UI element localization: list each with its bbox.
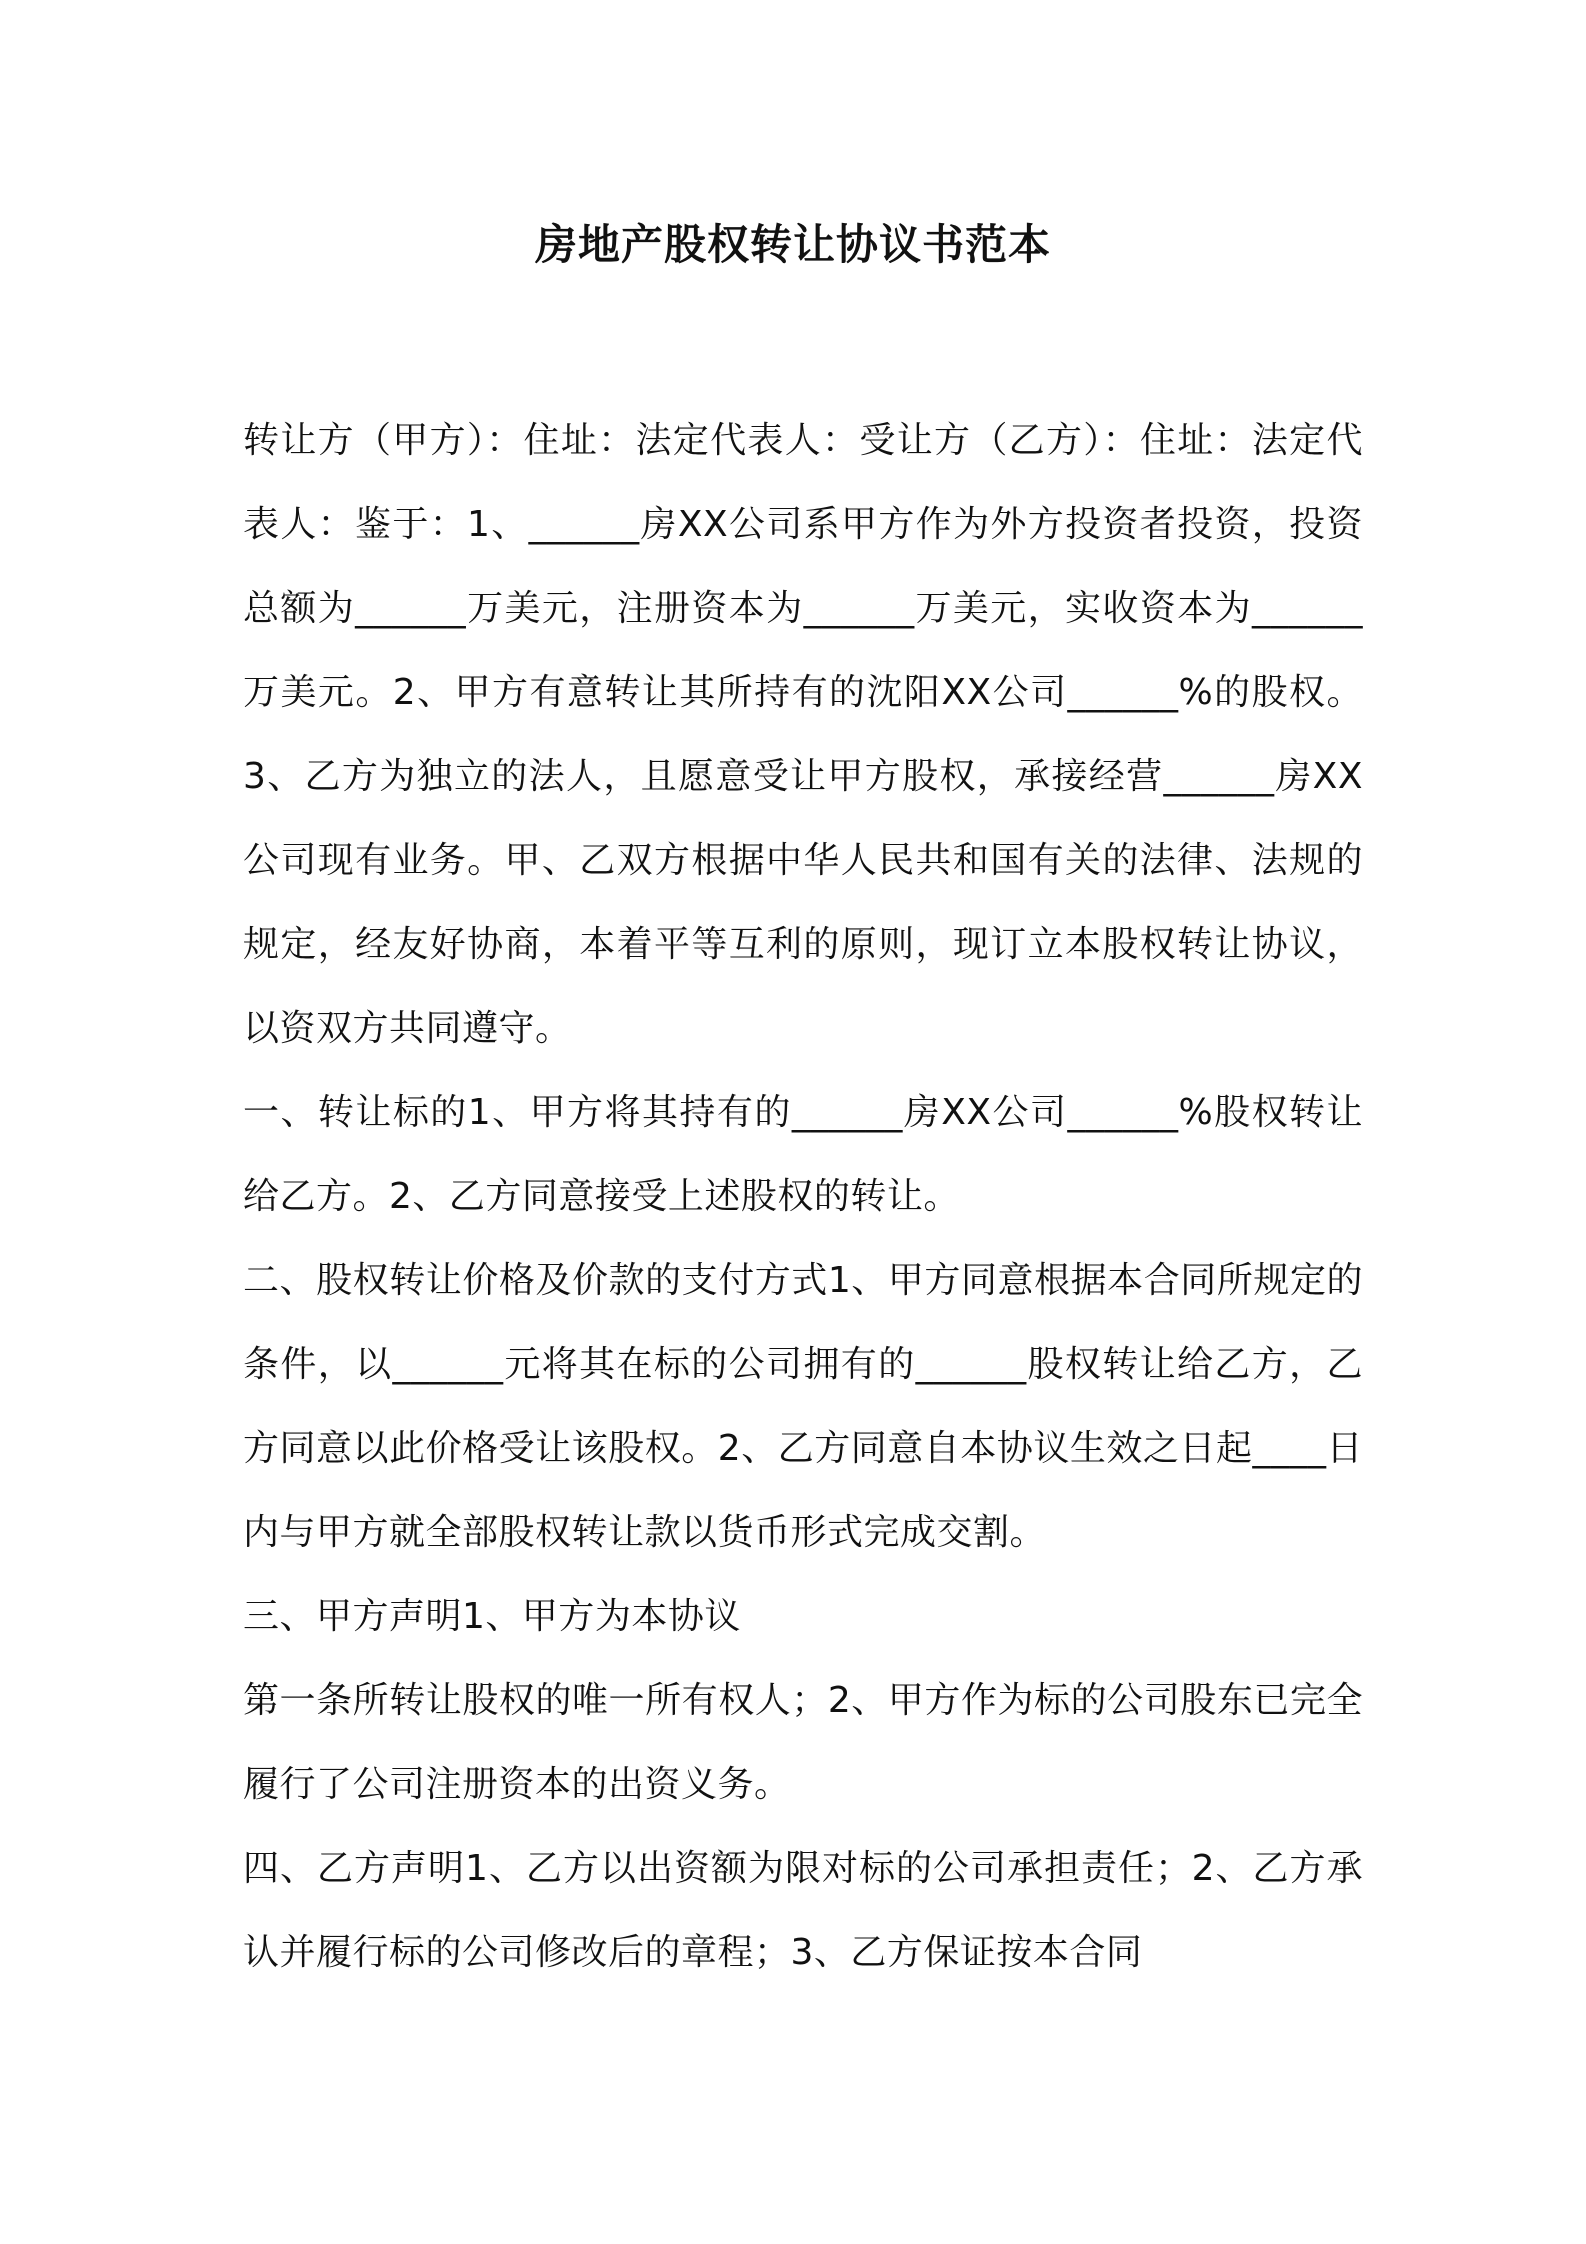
paragraph-section-1: 一、转让标的1、甲方将其持有的______房XX公司______%股权转让给乙方。2、乙方同意接受上述股权的转让。: [243, 1092, 1363, 1217]
paragraph-section-3-cont: 第一条所转让股权的唯一所有权人；2、甲方作为标的公司股东已完全履行了公司注册资本的出资义务。: [243, 1680, 1363, 1805]
document-title: 房地产股权转让协议书范本: [534, 220, 1051, 269]
paragraph-section-3: 三、甲方声明1、甲方为本协议: [243, 1596, 741, 1637]
paragraph-preamble: 转让方（甲方）：住址：法定代表人：受让方（乙方）：住址：法定代表人：鉴于：1、______房XX公司系甲方作为外方投资者投资，投资总额为______万美元，注册资本为______万美元，实收资本为______万美元。2、甲方有意转让其所持有的沈阳XX公司______%的股权。3、乙方为独立的法人，且愿意受让甲方股权，承接经营______房XX公司现有业务。甲、乙双方根据中华人民共和国有关的法律、法规的规定，经友好协商，本着平等互利的原则，现订立本股权转让协议，以资双方共同遵守。: [243, 420, 1363, 1049]
paragraph-section-2: 二、股权转让价格及价款的支付方式1、甲方同意根据本合同所规定的条件，以______元将其在标的公司拥有的______股权转让给乙方，乙方同意以此价格受让该股权。2、乙方同意自本协议生效之日起____日内与甲方就全部股权转让款以货币形式完成交割。: [243, 1260, 1363, 1553]
document-body: [243, 399, 1363, 1995]
paragraph-section-4: 四、乙方声明1、乙方以出资额为限对标的公司承担责任；2、乙方承认并履行标的公司修改后的章程；3、乙方保证按本合同: [243, 1848, 1363, 1973]
